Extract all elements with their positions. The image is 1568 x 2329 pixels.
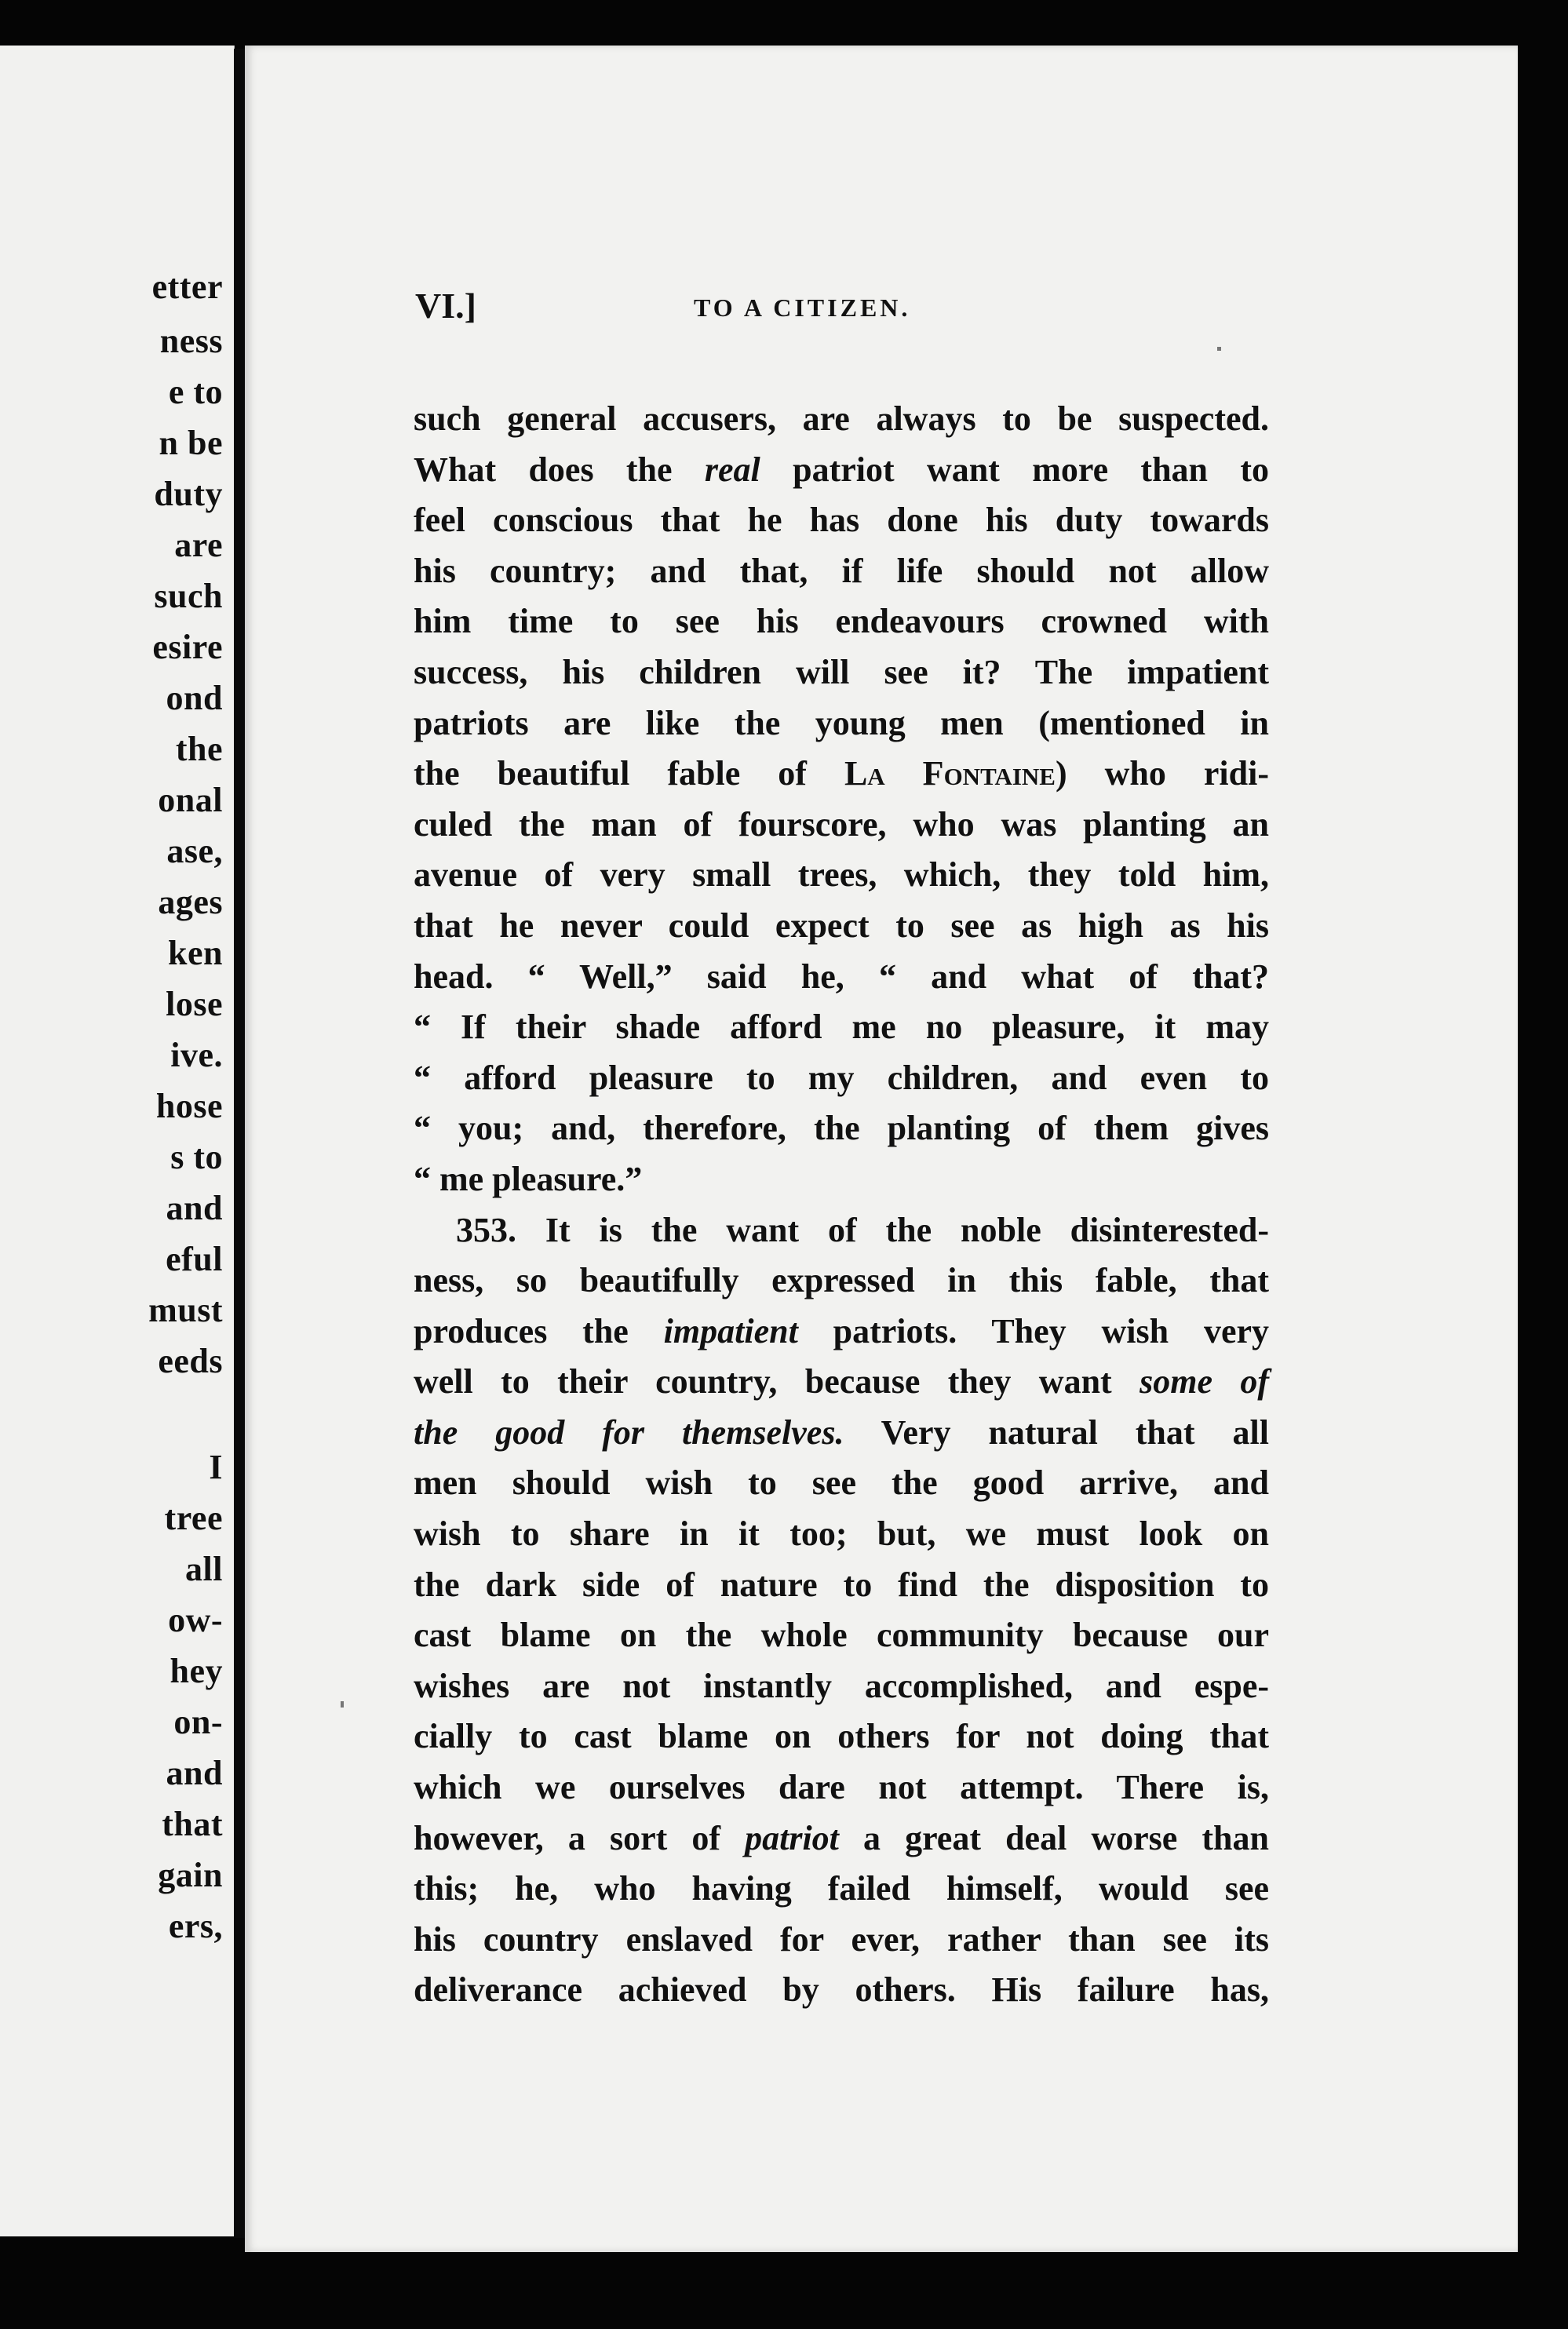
text-line: What does the real patriot want more than to — [414, 450, 1270, 489]
text-line: him time to see his endeavours crowned with — [414, 602, 1269, 641]
text-line: well to their country, because they want some of — [414, 1362, 1270, 1401]
text-line: deliverance achieved by others. His failure has, — [414, 1970, 1269, 2010]
text-line: “ me pleasure.” — [414, 1159, 643, 1198]
text-line: wishes are not instantly accomplished, and espe- — [414, 1666, 1269, 1705]
left-page-fragment: I — [209, 1448, 223, 1486]
book-gutter — [234, 49, 245, 2238]
text-line: produces the impatient patriots. They wish very — [414, 1311, 1270, 1350]
left-page-fragment: ase, — [166, 832, 223, 870]
left-page-fragment: ive. — [170, 1036, 223, 1074]
emphasis: some of — [1140, 1362, 1270, 1401]
left-page-fragment: such — [154, 577, 223, 615]
text-line: his country; and that, if life should not allow — [414, 551, 1269, 590]
left-page-fragment: must — [148, 1291, 223, 1329]
left-page-fragment: etter — [151, 268, 223, 306]
print-speck — [341, 1701, 344, 1708]
left-page-fragment: duty — [154, 475, 223, 513]
text-line: success, his children will see it? The impatient — [414, 652, 1269, 691]
text-line: “ afford pleasure to my children, and even to — [414, 1058, 1269, 1097]
book-page — [245, 46, 1518, 2252]
left-page-fragment: are — [174, 526, 223, 564]
text-line: cially to cast blame on others for not doing that — [414, 1717, 1269, 1756]
emphasis: real — [704, 450, 760, 489]
left-page-fragment: that — [162, 1805, 223, 1843]
text-line: patriots are like the young men (mentioned in — [414, 703, 1269, 742]
left-page-fragment: eeds — [158, 1342, 223, 1380]
left-page-fragment: tree — [164, 1499, 223, 1537]
left-page-fragment: ken — [168, 934, 223, 972]
left-page-fragment: and — [166, 1754, 223, 1792]
text-line: ness, so beautifully expressed in this fable, that — [414, 1261, 1269, 1300]
text-line: culed the man of fourscore, who was planting an — [414, 804, 1269, 844]
left-page-fragment: ers, — [168, 1907, 223, 1945]
left-page-fragment: ond — [166, 679, 223, 717]
left-page-fragment: esire — [152, 628, 223, 666]
text-line: however, a sort of patriot a great deal worse than — [414, 1818, 1270, 1857]
text-line: the dark side of nature to find the disposition to — [414, 1565, 1269, 1604]
left-page-fragment: lose — [166, 985, 223, 1023]
running-head — [415, 284, 1505, 331]
left-page-fragment: ness — [159, 322, 223, 360]
left-page-fragment: s to — [170, 1138, 223, 1176]
left-facing-page — [0, 46, 235, 2236]
text-line: such general accusers, are always to be suspected. — [414, 399, 1269, 438]
left-page-fragment: the — [175, 730, 223, 768]
left-page-fragment: on- — [173, 1703, 223, 1741]
running-title: TO A CITIZEN. — [694, 293, 911, 322]
text-line: cast blame on the whole community because our — [414, 1616, 1269, 1655]
left-page-fragment: ow- — [168, 1601, 223, 1639]
emphasis: impatient — [663, 1311, 798, 1350]
left-page-fragment: onal — [158, 781, 223, 819]
author-name: La Fontaine — [844, 754, 1056, 793]
text-line: “ you; and, therefore, the planting of them gives — [414, 1109, 1269, 1148]
left-page-fragment: hey — [170, 1652, 223, 1690]
text-line: which we ourselves dare not attempt. There is, — [414, 1768, 1269, 1807]
text-line: the beautiful fable of La Fontaine) who ridi- — [414, 754, 1269, 793]
left-page-fragment: eful — [166, 1240, 223, 1278]
left-page-fragment: hose — [155, 1087, 223, 1125]
text-line: this; he, who having failed himself, would see — [414, 1869, 1269, 1908]
text-line: head. “ Well,” said he, “ and what of that? — [414, 957, 1269, 996]
left-page-fragment: gain — [158, 1856, 223, 1894]
left-page-fragment: e to — [168, 373, 223, 411]
section-number: VI.] — [415, 286, 476, 326]
text-line: his country enslaved for ever, rather than see its — [414, 1919, 1269, 1959]
paragraph-number-line: 353. It is the want of the noble disinterested- — [456, 1210, 1269, 1249]
print-speck — [1217, 347, 1221, 351]
left-page-fragment: and — [166, 1189, 223, 1227]
emphasis: patriot — [745, 1818, 839, 1857]
emphasis: the good for themselves. — [414, 1412, 844, 1452]
text-line: wish to share in it too; but, we must look on — [414, 1514, 1269, 1554]
left-page-fragment: all — [185, 1550, 223, 1588]
text-line: avenue of very small trees, which, they told him, — [414, 855, 1269, 895]
body-text — [414, 394, 1269, 2016]
left-page-fragment: n be — [159, 424, 223, 462]
text-line: feel conscious that he has done his duty towards — [414, 501, 1269, 540]
text-line: the good for themselves. Very natural that all — [414, 1412, 1269, 1452]
text-line: that he never could expect to see as high as his — [414, 906, 1269, 945]
text-line: men should wish to see the good arrive, and — [414, 1463, 1269, 1503]
text-line: “ If their shade afford me no pleasure, it may — [414, 1008, 1269, 1047]
left-page-fragment: ages — [158, 883, 223, 921]
